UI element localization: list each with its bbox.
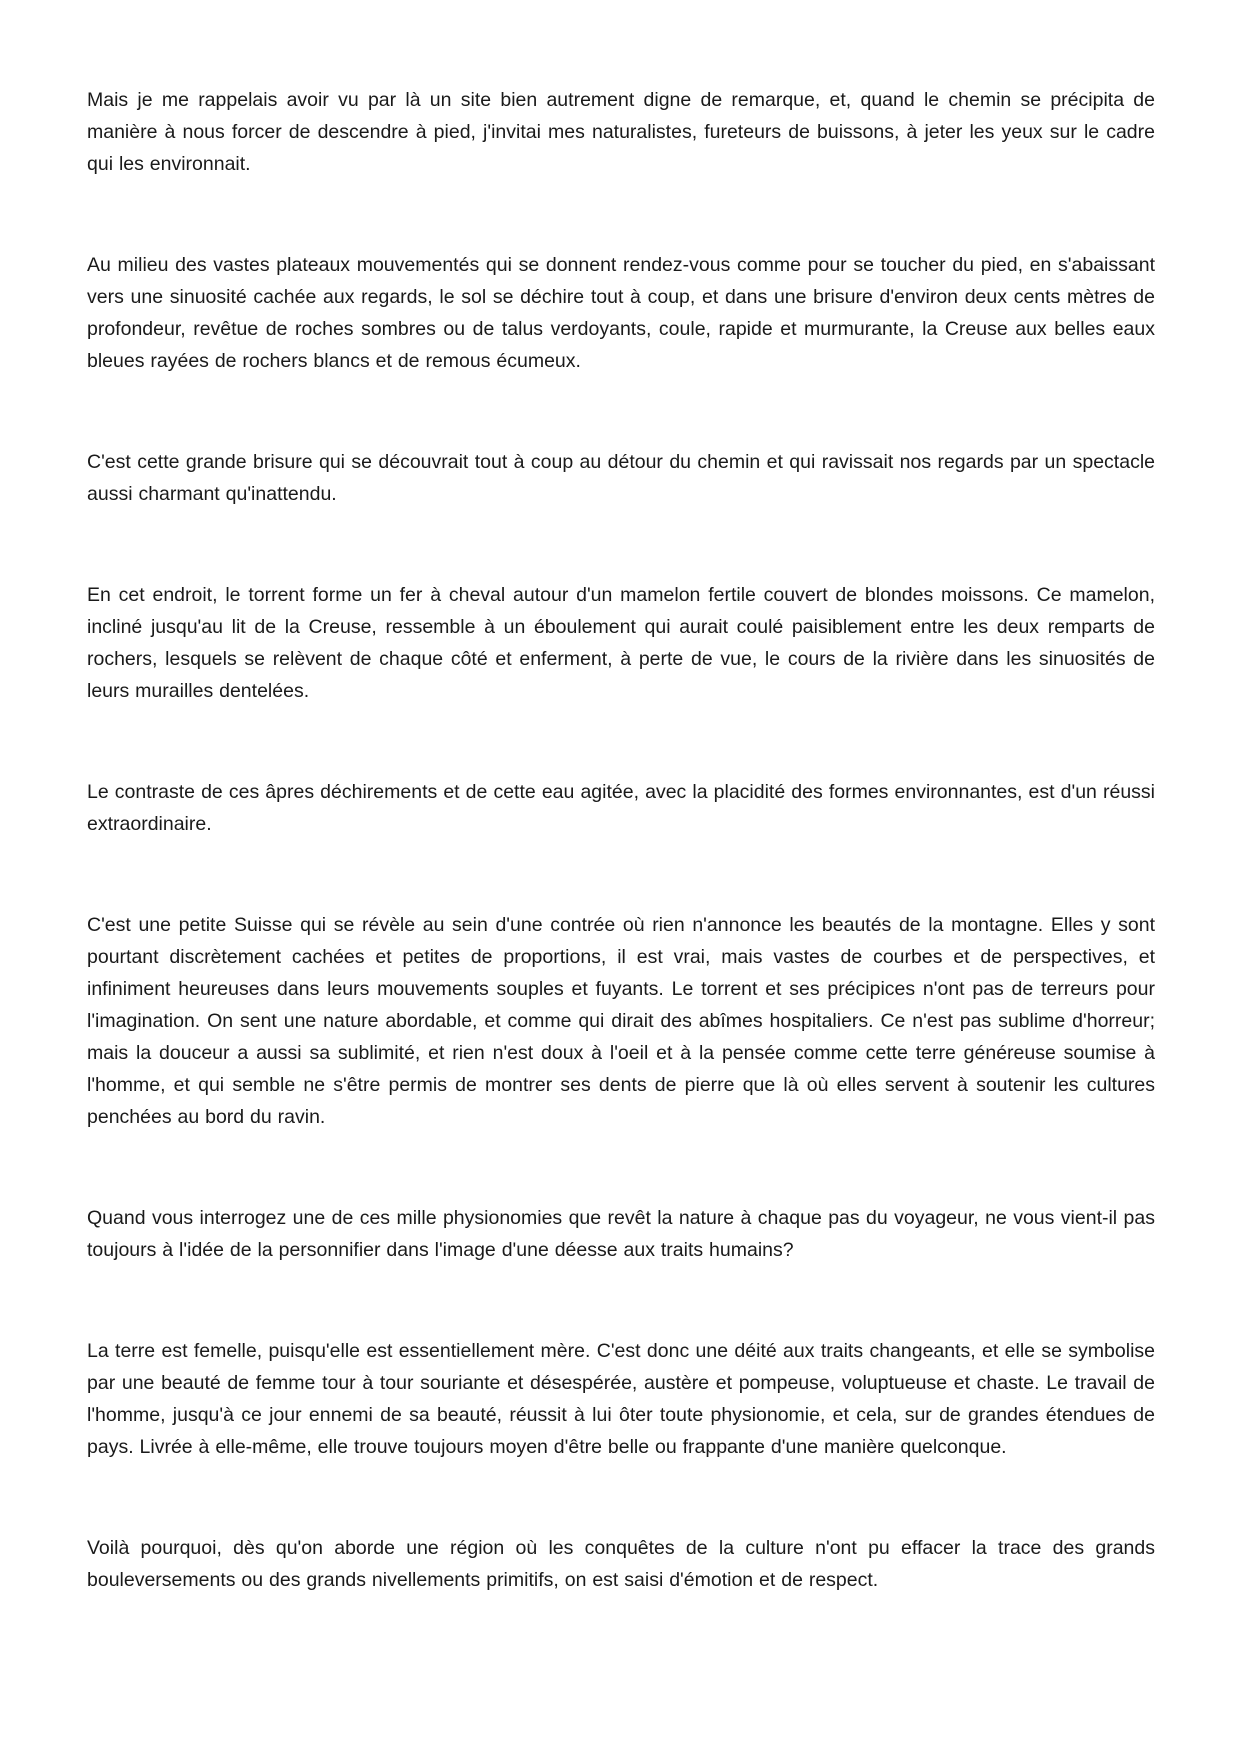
paragraph-5: Le contraste de ces âpres déchirements et de cette eau agitée, avec la placidité des formes environnantes, est d'un réussi extraordinaire. (87, 781, 1155, 835)
paragraph-4: En cet endroit, le torrent forme un fer à cheval autour d'un mamelon fertile couvert de blondes moissons. Ce mamelon, incliné jusqu'au lit de la Creuse, ressemble à un éboulement qui aurait coulé paisiblement entre les deux remparts de rochers, lesquels se relèvent de chaque côté et enferment, à perte de vue, le cours de la rivière dans les sinuosités de leurs murailles dentelées. (87, 584, 1155, 702)
document-page (87, 84, 1155, 1596)
paragraph-9: Voilà pourquoi, dès qu'on aborde une région où les conquêtes de la culture n'ont pu effacer la trace des grands bouleversements ou des grands nivellements primitifs, on est saisi d'émotion et de respect. (87, 1537, 1155, 1591)
paragraph-6: C'est une petite Suisse qui se révèle au sein d'une contrée où rien n'annonce les beautés de la montagne. Elles y sont pourtant discrètement cachées et petites de proportions, il est vrai, mais vastes de courbes et de perspectives, et infiniment heureuses dans leurs mouvements souples et fuyants. Le torrent et ses précipices n'ont pas de terreurs pour l'imagination. On sent une nature abordable, et comme qui dirait des abîmes hospitaliers. Ce n'est pas sublime d'horreur; mais la douceur a aussi sa sublimité, et rien n'est doux à l'oeil et à la pensée comme cette terre généreuse soumise à l'homme, et qui semble ne s'être permis de montrer ses dents de pierre que là où elles servent à soutenir les cultures penchées au bord du ravin. (87, 914, 1155, 1128)
paragraph-8: La terre est femelle, puisqu'elle est essentiellement mère. C'est donc une déité aux traits changeants, et elle se symbolise par une beauté de femme tour à tour souriante et désespérée, austère et pompeuse, voluptueuse et chaste. Le travail de l'homme, jusqu'à ce jour ennemi de sa beauté, réussit à lui ôter toute physionomie, et cela, sur de grandes étendues de pays. Livrée à elle-même, elle trouve toujours moyen d'être belle ou frappante d'une manière quelconque. (87, 1340, 1155, 1458)
paragraph-7: Quand vous interrogez une de ces mille physionomies que revêt la nature à chaque pas du voyageur, ne vous vient-il pas toujours à l'idée de la personnifier dans l'image d'une déesse aux traits humains? (87, 1207, 1155, 1261)
paragraph-1: Mais je me rappelais avoir vu par là un site bien autrement digne de remarque, et, quand le chemin se précipita de manière à nous forcer de descendre à pied, j'invitai mes naturalistes, fureteurs de buissons, à jeter les yeux sur le cadre qui les environnait. (87, 89, 1155, 175)
paragraph-2: Au milieu des vastes plateaux mouvementés qui se donnent rendez-vous comme pour se toucher du pied, en s'abaissant vers une sinuosité cachée aux regards, le sol se déchire tout à coup, et dans une brisure d'environ deux cents mètres de profondeur, revêtue de roches sombres ou de talus verdoyants, coule, rapide et murmurante, la Creuse aux belles eaux bleues rayées de rochers blancs et de remous écumeux. (87, 254, 1155, 372)
paragraph-3: C'est cette grande brisure qui se découvrait tout à coup au détour du chemin et qui ravissait nos regards par un spectacle aussi charmant qu'inattendu. (87, 451, 1155, 505)
